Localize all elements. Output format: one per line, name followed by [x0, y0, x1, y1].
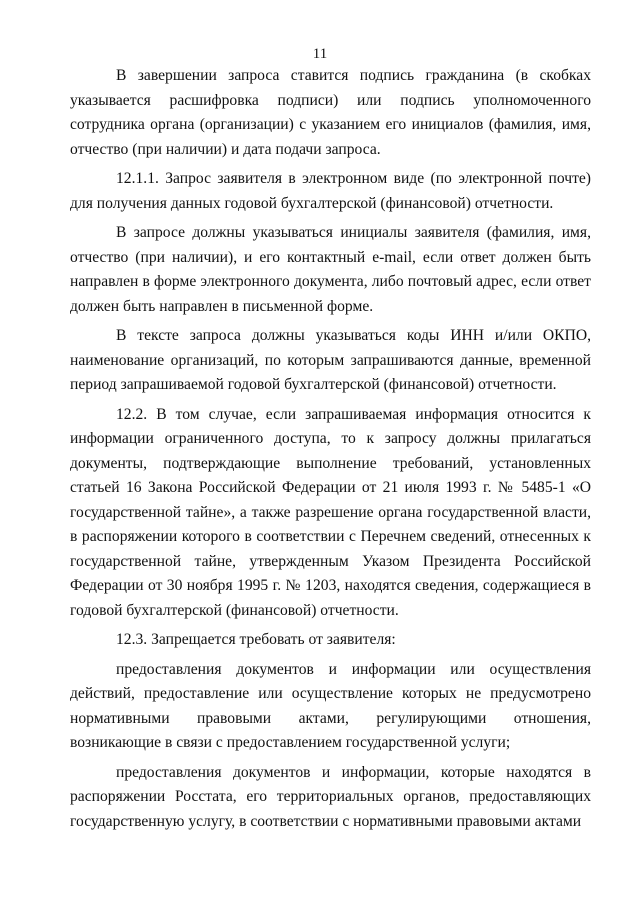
paragraph-12-3-prohibitions: 12.3. Запрещается требовать от заявителя:: [116, 631, 396, 648]
paragraph-signature-requirements: В завершении запроса ставится подпись гражданина (в скобках указывается расшифровка подписи) или подпись уполномоченного сотрудника органа (организации) с указанием его инициалов (фамилия, имя, отчество (при наличии) и дата подачи запроса.: [70, 67, 591, 158]
paragraph-applicant-initials: В запросе должны указываться инициалы заявителя (фамилия, имя, отчество (при наличии), и его контактный e-mail, если ответ должен быть направлен в форме электронного документа, либо почтовый адрес, если ответ должен быть направлен в письменной форме.: [70, 224, 591, 315]
paragraph-12-1-1-electronic-request: 12.1.1. Запрос заявителя в электронном виде (по электронной почте) для получения данных годовой бухгалтерской (финансовой) отчетности.: [70, 170, 591, 212]
paragraph-inn-okpo-codes: В тексте запроса должны указываться коды ИНН и/или ОКПО, наименование организаций, по которым запрашиваются данные, временной период запрашиваемой годовой бухгалтерской (финансовой) отчетности.: [70, 327, 591, 393]
paragraph-prohibition-rosstat-documents: предоставления документов и информации, которые находятся в распоряжении Росстата, его территориальных органов, предоставляющих государственную услугу, в соответствии с нормативными правовыми актами: [70, 763, 591, 830]
paragraph-12-2-restricted-access: 12.2. В том случае, если запрашиваемая информация относится к информации ограниченного доступа, то к запросу должны прилагаться документы, подтверждающие выполнение требований, установленных статьей 16 Закона Российской Федерации от 21 июля 1993 г. № 5485-1 «О государственной тайне», а также разрешение органа государственной власти, в распоряжении которого в соответствии с Перечнем сведений, отнесенных к государственной тайне, утвержденным Указом Президента Российской Федерации от 30 ноября 1995 г. № 1203, находятся сведения, содержащиеся в годовой бухгалтерской (финансовой) отчетности.: [70, 405, 591, 619]
page-number: 11: [312, 46, 328, 62]
document-body: [70, 64, 591, 834]
paragraph-prohibition-documents-actions: предоставления документов и информации или осуществления действий, предоставление или осуществление которых не предусмотрено нормативными правовыми актами, регулирующими отношения, возникающие в связи с предоставлением государственной услуги;: [70, 660, 591, 751]
